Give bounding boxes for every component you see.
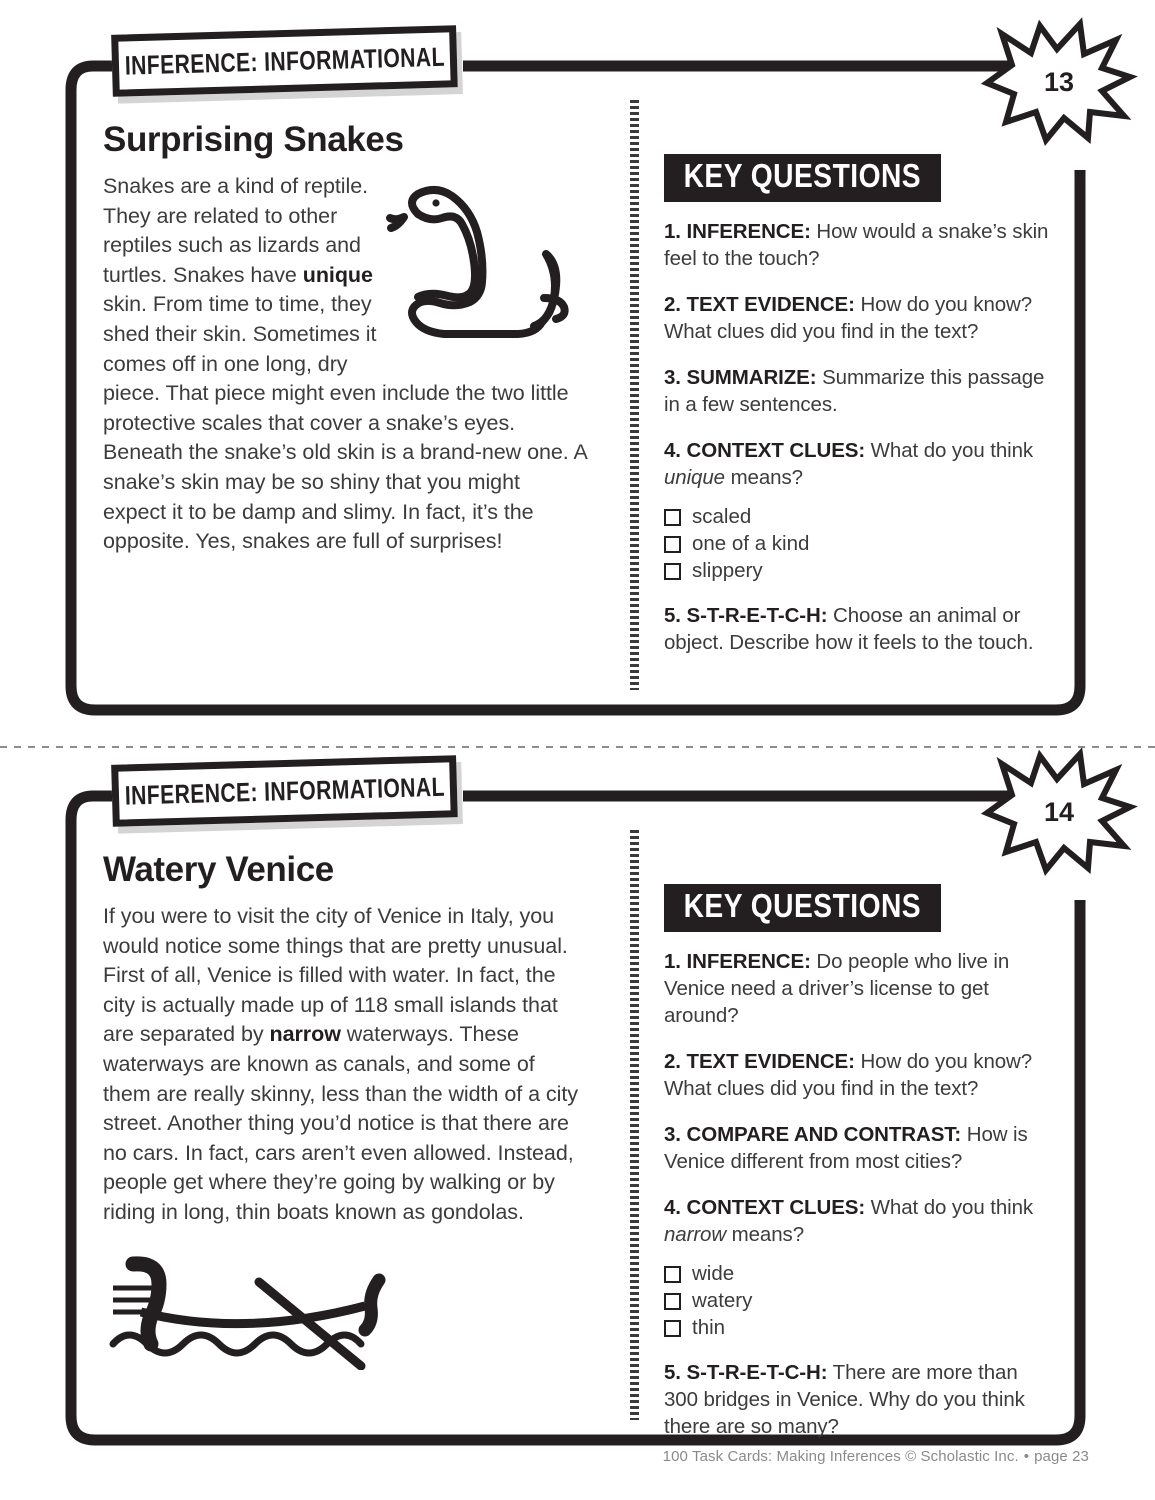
choice-label: slippery [692, 559, 763, 582]
question-1 [664, 218, 1054, 272]
question-label: S-T-R-E-T-C-H: [686, 604, 828, 627]
question-number: 4. [664, 1196, 681, 1219]
question-4 [664, 437, 1054, 491]
choice-label: one of a kind [692, 532, 810, 555]
passage-text-1: If you were to visit the city of Venice in Italy, you would notice some things that are pretty unusual. First of all, Venice is filled with water. In fact, the city is actually made up of 118 small islands that are separated by [103, 904, 568, 1047]
question-text: What do you think [865, 439, 1034, 462]
tag-box [111, 25, 458, 97]
question-label: S-T-R-E-T-C-H: [686, 1361, 828, 1384]
card-category-tag [111, 25, 458, 101]
question-number: 3. [664, 1123, 681, 1146]
perforation-divider [618, 58, 646, 718]
checkbox-icon[interactable] [664, 536, 681, 553]
question-text: How do you know? What clues did you find in the text? [664, 293, 1033, 343]
question-2 [664, 291, 1054, 345]
question-number: 2. [664, 293, 681, 316]
checkbox-icon[interactable] [664, 1293, 681, 1310]
question-3 [664, 1121, 1054, 1175]
footer-credit: 100 Task Cards: Making Inferences © Scholastic Inc. [662, 1448, 1019, 1465]
choice-option[interactable] [664, 1288, 1054, 1314]
checkbox-icon[interactable] [664, 563, 681, 580]
question-4 [664, 1194, 1054, 1248]
question-label: TEXT EVIDENCE: [686, 1050, 855, 1073]
vocab-word: narrow [664, 1223, 727, 1246]
question-text: How do you know? What clues did you find in the text? [664, 1050, 1033, 1100]
snake-illustration [378, 174, 588, 354]
gondola-illustration [103, 1250, 403, 1370]
passage-text-1: Snakes are a kind of reptile. They are related to other reptiles such as lizards and turtles. Snakes have [103, 174, 369, 287]
question-text: How would a snake’s skin feel to the touch? [664, 220, 1049, 270]
tag-box [111, 755, 458, 827]
choice-label: thin [692, 1316, 726, 1339]
question-text: Do people who live in Venice need a driver’s license to get around? [664, 950, 1010, 1027]
passage-body [103, 902, 588, 1228]
question-label: INFERENCE: [686, 950, 811, 973]
card-number-badge [984, 20, 1132, 142]
question-text: There are more than 300 bridges in Venice. Why do you think there are so many? [664, 1361, 1025, 1438]
passage-title: Surprising Snakes [103, 120, 404, 159]
question-5 [664, 1359, 1054, 1440]
question-label: SUMMARIZE: [686, 366, 817, 389]
choice-option[interactable] [664, 531, 1054, 557]
perforation-divider [618, 788, 646, 1448]
passage-title: Watery Venice [103, 850, 334, 889]
question-label: TEXT EVIDENCE: [686, 293, 855, 316]
question-number: 4. [664, 439, 681, 462]
question-1 [664, 948, 1054, 1029]
passage-body [103, 172, 588, 557]
question-number: 3. [664, 366, 681, 389]
question-2 [664, 1048, 1054, 1102]
question-number: 2. [664, 1050, 681, 1073]
question-text: Choose an animal or object. Describe how it feels to the touch. [664, 604, 1034, 654]
page-footer [663, 1448, 1089, 1465]
passage-column [63, 788, 618, 1448]
passage-vocab-word: narrow [269, 1022, 341, 1047]
choice-option[interactable] [664, 504, 1054, 530]
checkbox-icon[interactable] [664, 509, 681, 526]
question-label: CONTEXT CLUES: [686, 439, 866, 462]
card-number: 13 [1043, 66, 1075, 97]
question-3 [664, 364, 1054, 418]
question-number: 5. [664, 1361, 681, 1384]
passage-text-2: skin. From time to time, they shed their skin. Sometimes it comes off in one long, dry piece. That piece might even include the two little protective scales that cover a snake’s eyes. Beneath the snake’s old skin is a brand-new one. A snake’s skin may be so shiny that you might expect it to be damp and slimy. In fact, it’s the opposite. Yes, snakes are full of surprises! [103, 292, 587, 554]
choice-option[interactable] [664, 1261, 1054, 1287]
question-5 [664, 602, 1054, 656]
question-number: 1. [664, 220, 681, 243]
questions-column [646, 788, 1088, 1448]
passage-text-2: waterways. These waterways are known as canals, and some of them are really skinny, less than the width of a city street. Another thing you’d notice is that there are no cars. In fact, cars aren’t even allowed. Instead, people get where they’re going by walking or by riding in long, thin boats known as gondolas. [103, 1022, 578, 1224]
question-label: INFERENCE: [686, 220, 811, 243]
question-text: Summarize this passage in a few sentences. [664, 366, 1045, 416]
question-number: 1. [664, 950, 681, 973]
question-text-after: means? [726, 1223, 804, 1246]
key-questions-label: KEY QUESTIONS [683, 158, 922, 195]
questions-column [646, 58, 1088, 718]
card-number-badge [984, 750, 1132, 872]
perforation-line [630, 830, 639, 1420]
tag-label: INFERENCE: INFORMATIONAL [124, 770, 445, 810]
question-text-after: means? [724, 466, 803, 489]
task-card-14 [63, 770, 1088, 1448]
task-card-13 [63, 40, 1088, 718]
choice-label: wide [692, 1262, 735, 1285]
checkbox-icon[interactable] [664, 1266, 681, 1283]
answer-choices [664, 1261, 1054, 1341]
question-number: 5. [664, 604, 681, 627]
perforation-line [630, 100, 639, 690]
choice-option[interactable] [664, 558, 1054, 584]
key-questions-header [664, 884, 941, 932]
choice-label: watery [692, 1289, 753, 1312]
footer-bullet: • [1023, 1448, 1030, 1465]
tag-label: INFERENCE: INFORMATIONAL [124, 40, 445, 80]
choice-label: scaled [692, 505, 752, 528]
card-number: 14 [1043, 796, 1075, 827]
cut-line-divider [0, 746, 1155, 748]
card-category-tag [111, 755, 458, 831]
key-questions-header [664, 154, 941, 202]
key-questions-label: KEY QUESTIONS [683, 888, 922, 925]
passage-column [63, 58, 618, 718]
question-text: How is Venice different from most cities? [664, 1123, 1028, 1173]
choice-option[interactable] [664, 1315, 1054, 1341]
answer-choices [664, 504, 1054, 584]
question-label: COMPARE AND CONTRAST: [686, 1123, 962, 1146]
vocab-word: unique [664, 466, 725, 489]
question-text: What do you think [865, 1196, 1034, 1219]
passage-vocab-word: unique [302, 262, 373, 287]
question-label: CONTEXT CLUES: [686, 1196, 866, 1219]
footer-page-number: page 23 [1034, 1448, 1089, 1465]
checkbox-icon[interactable] [664, 1320, 681, 1337]
